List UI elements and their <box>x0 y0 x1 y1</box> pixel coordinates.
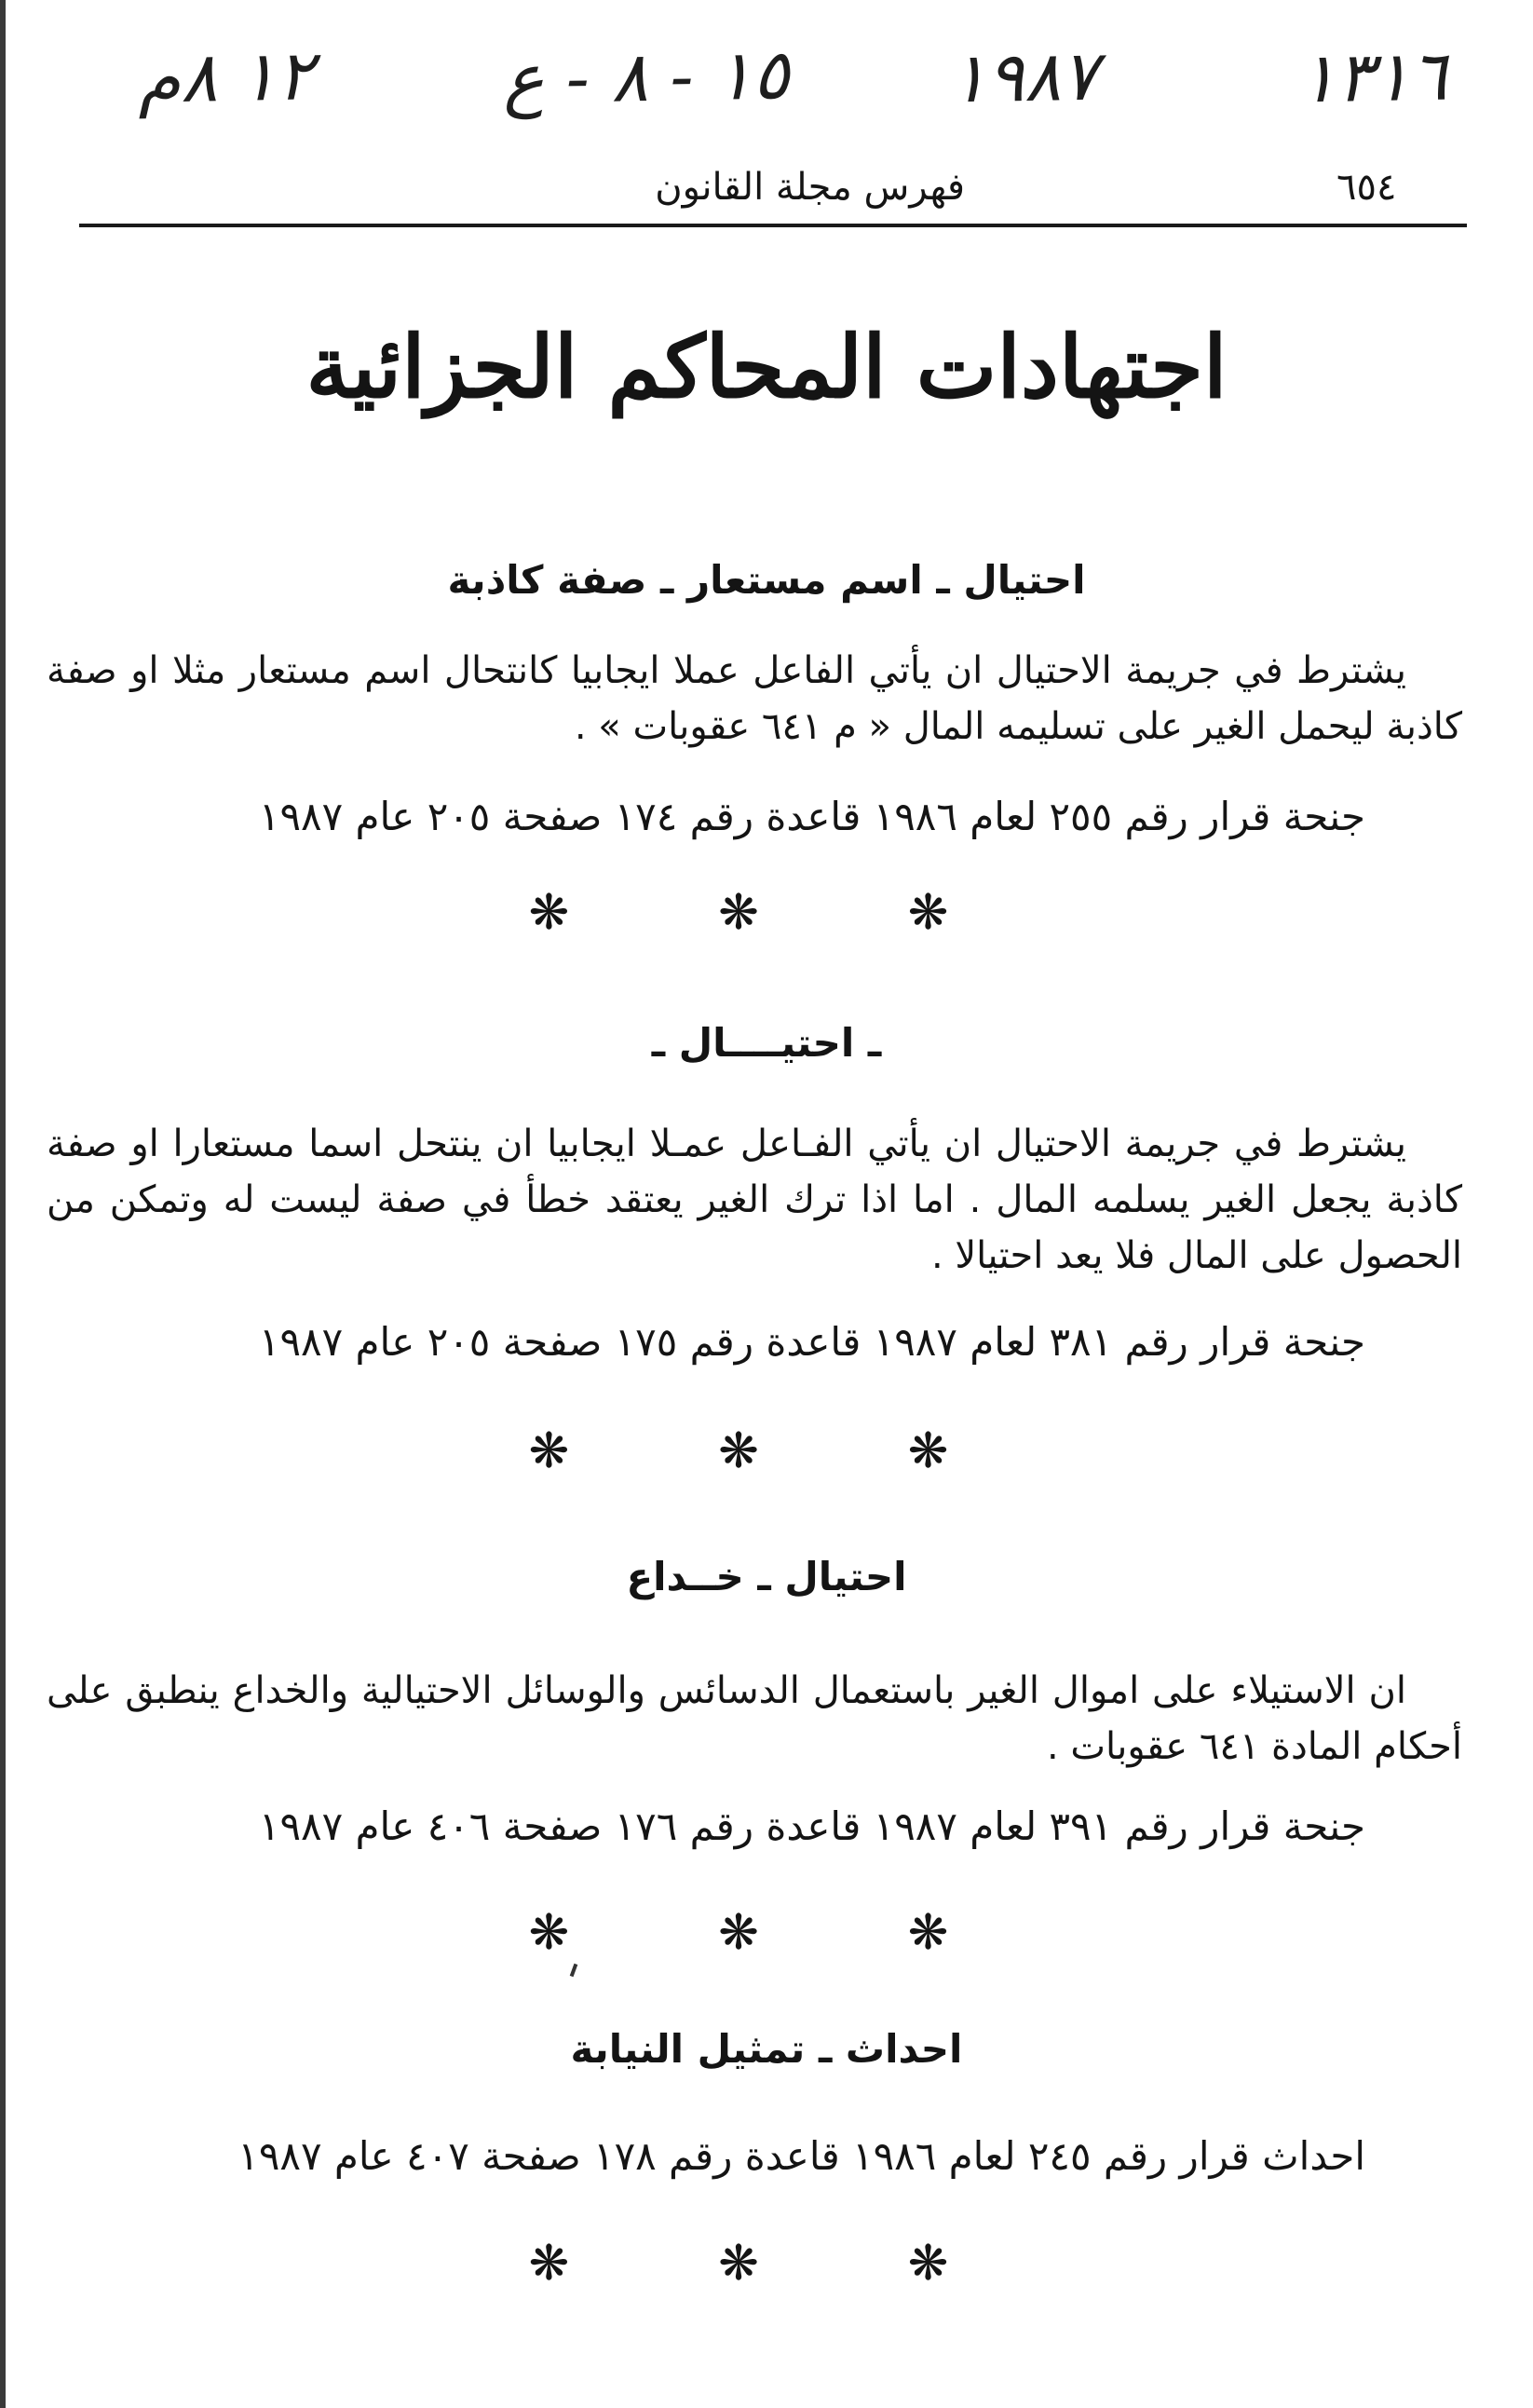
separator-asterisk: ❋ <box>907 2236 1005 2292</box>
asterisk-separator <box>0 1423 1533 1479</box>
separator-asterisk: ❋ <box>907 1905 1005 1961</box>
separator-asterisk: ❋ <box>528 1423 626 1479</box>
entry-body-text: يشترط في جريمة الاحتيال ان يأتي الفاعل عملا ايجابيا كانتحال اسم مستعار مثلا او صفة كاذبة ليحمل الغير على تسليمه المال « م ٦٤١ عقوبات » . <box>47 649 1462 748</box>
entry-body <box>47 1116 1462 1284</box>
handwritten-year: ١٩٨٧ <box>949 35 1099 119</box>
separator-asterisk: ❋ <box>718 2236 815 2292</box>
separator-asterisk: ❋ <box>718 885 815 941</box>
page-title: اجتهادات المحاكم الجزائية <box>305 317 1228 417</box>
separator-asterisk: ❋ <box>718 1905 815 1961</box>
asterisk-separator <box>0 2236 1533 2292</box>
entry-citation: جنحة قرار رقم ٣٩١ لعام ١٩٨٧ قاعدة رقم ١٧٦ صفحة ٤٠٦ عام ١٩٨٧ <box>258 1803 1365 1849</box>
separator-asterisk: ❋ <box>528 885 626 941</box>
separator-asterisk: ❋ <box>528 1905 626 1961</box>
separator-asterisk: ❋ <box>907 885 1005 941</box>
entry-heading: احتيال ـ اسم مستعار ـ صفة كاذبة <box>447 557 1086 603</box>
entry-heading: احداث ـ تمثيل النيابة <box>570 2026 963 2072</box>
handwritten-date: ١٥ - ٨ - ع <box>502 34 791 120</box>
asterisk-separator <box>0 1905 1533 1961</box>
running-header <box>88 166 1421 222</box>
entry-heading: احتيال ـ خــداع <box>626 1554 907 1599</box>
entry-body <box>47 1663 1462 1775</box>
entry-heading: ـ احتيــــال ـ <box>651 1020 882 1066</box>
entry-citation: جنحة قرار رقم ٢٥٥ لعام ١٩٨٦ قاعدة رقم ١٧٤ صفحة ٢٠٥ عام ١٩٨٧ <box>258 794 1365 839</box>
handwritten-number: ١٣١٦ <box>1298 35 1448 119</box>
asterisk-separator <box>0 885 1533 941</box>
entry-body-text: ان الاستيلاء على اموال الغير باستعمال الدسائس والوسائل الاحتيالية والخداع ينطبق على أحكام المادة ٦٤١ عقوبات . <box>47 1669 1462 1768</box>
separator-asterisk: ❋ <box>907 1423 1005 1479</box>
journal-title: فهرس مجلة القانون <box>655 166 965 209</box>
entry-citation: احداث قرار رقم ٢٤٥ لعام ١٩٨٦ قاعدة رقم ١٧٨ صفحة ٤٠٧ عام ١٩٨٧ <box>237 2133 1365 2179</box>
page-number: ٦٥٤ <box>1336 166 1397 209</box>
pen-mark <box>570 1964 578 1978</box>
entry-citation: جنحة قرار رقم ٣٨١ لعام ١٩٨٧ قاعدة رقم ١٧٥ صفحة ٢٠٥ عام ١٩٨٧ <box>258 1319 1365 1365</box>
entry-body <box>47 643 1462 755</box>
entry-body-text: يشترط في جريمة الاحتيال ان يأتي الفـاعل عمـلا ايجابيا ان ينتحل اسما مستعارا او صفة كاذبة يجعل الغير يسلمه المال . اما اذا ترك الغير يعتقد خطأ في صفة ليست له وتمكن من الحصول على المال فلا يعد احتيالا . <box>47 1122 1462 1277</box>
header-rule <box>79 224 1467 227</box>
separator-asterisk: ❋ <box>528 2236 626 2292</box>
handwritten-folio: ١٢ ٨م <box>137 35 315 119</box>
separator-asterisk: ❋ <box>718 1423 815 1479</box>
